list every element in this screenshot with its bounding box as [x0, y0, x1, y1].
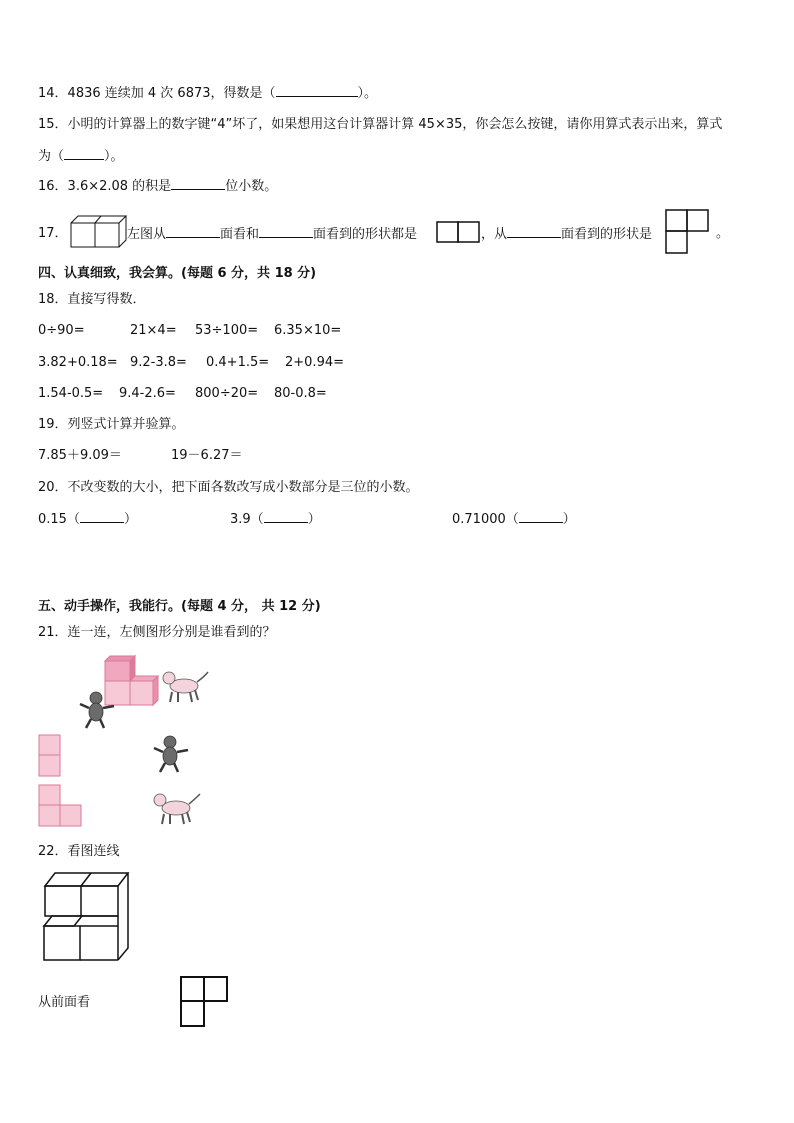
q18-r0c1: 21×4= [130, 323, 177, 338]
q16-suffix: 位小数。 [225, 179, 278, 194]
q17-blank-3[interactable] [507, 225, 561, 238]
q17-l-shape [665, 209, 711, 255]
q14-answer-blank[interactable] [276, 84, 358, 97]
monkey-option-icon[interactable] [152, 734, 192, 774]
q20-c-close: ） [562, 512, 576, 527]
q17-two-square-shape [436, 221, 480, 243]
q20-item-a [38, 510, 137, 529]
q22-front-view-shape[interactable] [179, 975, 231, 1029]
question-16 [38, 177, 277, 196]
q17-cube-figure [70, 214, 124, 248]
q18-r0c2: 53÷100= [195, 323, 259, 338]
q20-c-label: 0.71000（ [452, 512, 519, 527]
dog-option-icon[interactable] [150, 790, 202, 828]
view-shape-l[interactable] [38, 784, 84, 828]
q17-text-1: 左图从 [127, 227, 167, 242]
section-4-heading: 四、认真细致，我会算。(每题 6 分，共 18 分) [38, 266, 317, 281]
q20-b-label: 3.9（ [230, 512, 264, 527]
q18-r2c3: 80-0.8= [274, 386, 327, 401]
q18-r0c3: 6.35×10= [274, 323, 342, 338]
question-15-line1: 15．小明的计算器上的数字键“4”坏了，如果想用这台计算器计算 45×35，你会怎么按键，请你用算式表示出来，算式 [38, 117, 723, 132]
question-15-line2 [38, 147, 124, 166]
q17-blank-2[interactable] [259, 225, 313, 238]
q20-a-blank[interactable] [80, 510, 124, 523]
q18-r0c0: 0÷90= [38, 323, 85, 338]
q17-text-4: ，从 [481, 227, 508, 242]
q16-answer-blank[interactable] [171, 177, 225, 190]
q19-expr-b: 19－6.27＝ [171, 448, 243, 463]
q17-end: 。 [716, 226, 730, 241]
q20-c-blank[interactable] [519, 510, 563, 523]
q17-number: 17． [38, 226, 68, 241]
q18-r2c1: 9.4-2.6= [119, 386, 176, 401]
q18-r1c1: 9.2-3.8= [130, 355, 187, 370]
q19-expr-a: 7.85＋9.09＝ [38, 448, 122, 463]
question-17-part2 [481, 225, 652, 244]
q16-text: 16．3.6×2.08 的积是 [38, 179, 172, 194]
block-structure-figure [38, 870, 132, 966]
section-5-heading: 五、动手操作，我能行。(每题 4 分， 共 12 分) [38, 599, 321, 614]
q18-r1c2: 0.4+1.5= [206, 355, 270, 370]
q17-blank-1[interactable] [166, 225, 220, 238]
q20-b-blank[interactable] [264, 510, 308, 523]
q20-a-close: ） [123, 512, 137, 527]
question-22-title: 22．看图连线 [38, 844, 120, 859]
view-shape-vertical[interactable] [38, 734, 62, 778]
q20-b-close: ） [307, 512, 321, 527]
q17-text-3: 面看到的形状都是 [313, 227, 418, 242]
q22-view-label: 从前面看 [38, 995, 91, 1010]
q15-answer-blank[interactable] [64, 147, 104, 160]
question-21-title: 21．连一连，左侧图形分别是谁看到的？ [38, 625, 276, 640]
q15-suffix: ）。 [104, 149, 124, 164]
q18-r2c2: 800÷20= [195, 386, 259, 401]
q14-text: 14．4836 连续加 4 次 6873，得数是（ [38, 86, 276, 101]
q20-a-label: 0.15（ [38, 512, 80, 527]
question-14 [38, 84, 377, 103]
q17-text-2: 面看和 [220, 227, 260, 242]
q17-text-5: 面看到的形状是 [561, 227, 653, 242]
q20-item-c [452, 510, 576, 529]
question-19-title: 19．列竖式计算并验算。 [38, 417, 185, 432]
q18-r2c0: 1.54-0.5= [38, 386, 104, 401]
question-20-title: 20．不改变数的大小，把下面各数改写成小数部分是三位的小数。 [38, 480, 419, 495]
q18-r1c0: 3.82+0.18= [38, 355, 118, 370]
question-18-title: 18．直接写得数． [38, 292, 146, 307]
dog-icon [160, 668, 210, 704]
monkey-icon [78, 690, 118, 730]
q20-item-b [230, 510, 321, 529]
q15-prefix: 为（ [38, 149, 65, 164]
q14-suffix: ）。 [357, 86, 378, 101]
question-17 [127, 225, 417, 244]
q18-r1c3: 2+0.94= [285, 355, 345, 370]
